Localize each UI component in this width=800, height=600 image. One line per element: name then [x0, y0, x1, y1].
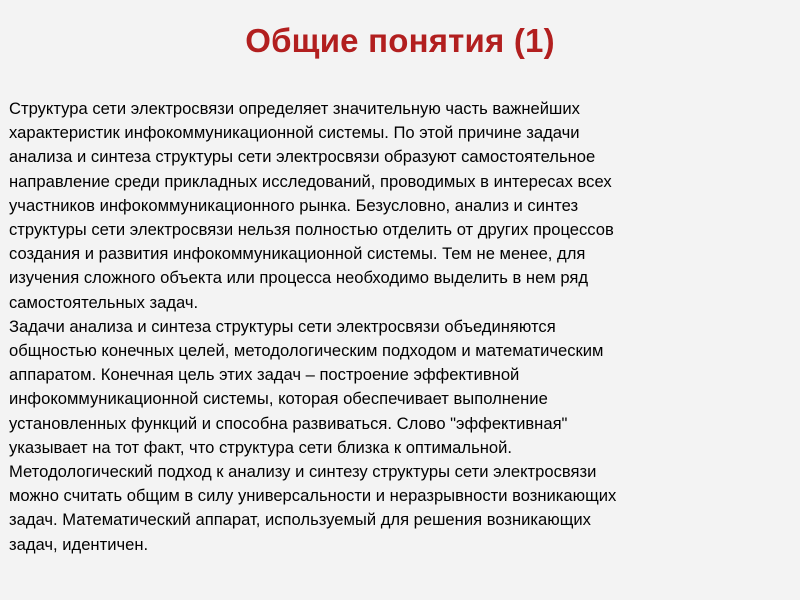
- body-line: изучения сложного объекта или процесса необходимо выделить в нем ряд: [9, 268, 589, 288]
- body-line: самостоятельных задач.: [9, 292, 199, 312]
- body-line: анализа и синтеза структуры сети электросвязи образуют самостоятельное: [9, 147, 596, 167]
- body-line: аппаратом. Конечная цель этих задач – построение эффективной: [9, 365, 520, 385]
- body-line: создания и развития инфокоммуникационной системы. Тем не менее, для: [9, 244, 586, 264]
- body-line: Структура сети электросвязи определяет значительную часть важнейших: [9, 99, 580, 118]
- body-line: участников инфокоммуникационного рынка. Безусловно, анализ и синтез: [9, 195, 579, 215]
- body-line: Задачи анализа и синтеза структуры сети электросвязи объединяются: [9, 316, 556, 336]
- body-line: структуры сети электросвязи нельзя полностью отделить от других процессов: [9, 220, 614, 240]
- body-line: Методологический подход к анализу и синтезу структуры сети электросвязи: [9, 462, 597, 482]
- slide-body: [9, 97, 791, 557]
- body-line: характеристик инфокоммуникационной системы. По этой причине задачи: [9, 123, 580, 143]
- body-line: общностью конечных целей, методологическим подходом и математическим: [9, 341, 604, 361]
- body-line: можно считать общим в силу универсальности и неразрывности возникающих: [9, 486, 617, 506]
- body-line: указывает на тот факт, что структура сети близка к оптимальной.: [9, 437, 513, 457]
- body-line: направление среди прикладных исследований, проводимых в интересах всех: [9, 171, 612, 191]
- slide-title: Общие понятия (1): [245, 22, 555, 59]
- body-line: задач. Математический аппарат, используемый для решения возникающих: [9, 510, 591, 530]
- body-line: инфокоммуникационной системы, которая обеспечивает выполнение: [9, 389, 548, 409]
- body-line: задач, идентичен.: [9, 534, 149, 554]
- body-line: установленных функций и способна развиваться. Слово "эффективная": [9, 413, 568, 433]
